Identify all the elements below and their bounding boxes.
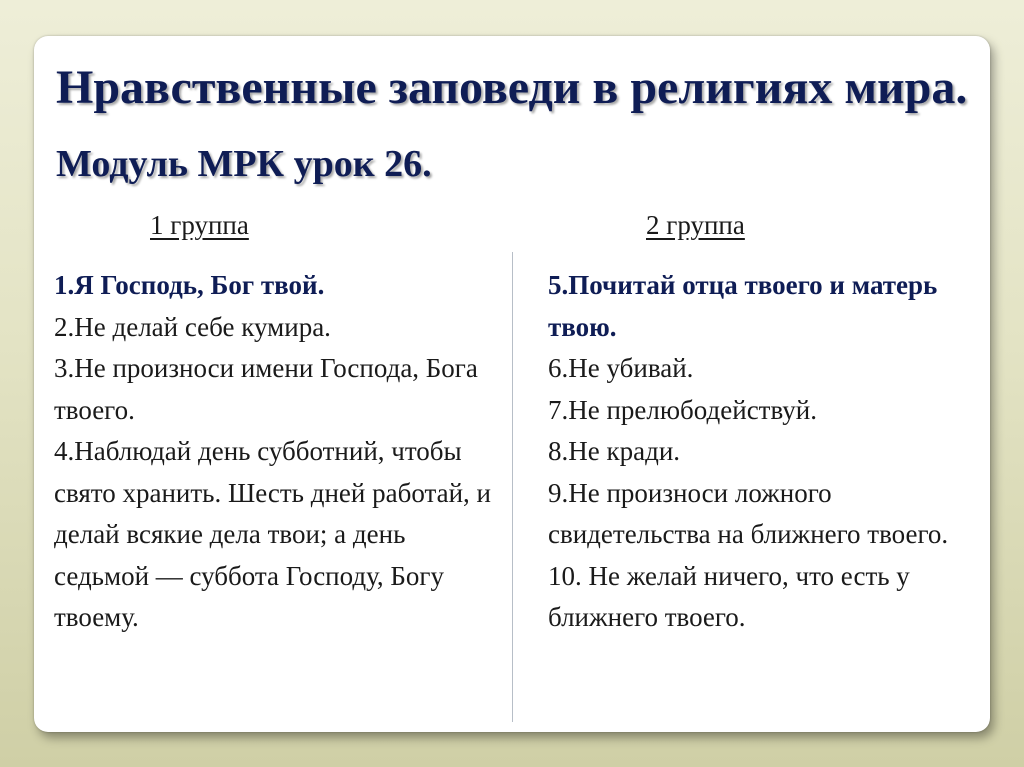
- commandment-7: 7.Не прелюбодействуй.: [548, 394, 817, 425]
- group-2-commandments: [548, 265, 968, 639]
- commandment-1: 1.Я Господь, Бог твой.: [54, 270, 325, 300]
- commandment-8: 8.Не кради.: [548, 436, 681, 466]
- commandment-9: 9.Не произноси ложного свидетельства на ближнего твоего.: [548, 477, 949, 549]
- commandment-10: 10. Не желай ничего, что есть у ближнего твоего.: [548, 560, 910, 632]
- column-divider: [512, 252, 513, 722]
- group-1-heading: 1 группа: [150, 210, 249, 240]
- group-1-commandments: [54, 265, 494, 639]
- slide-title: [56, 52, 976, 201]
- commandment-6: 6.Не убивай.: [548, 353, 694, 383]
- title-subtitle: Модуль МРК урок 26.: [56, 143, 432, 185]
- commandment-5: 5.Почитай отца твоего и матерь твою.: [548, 270, 938, 342]
- commandment-2: 2.Не делай себе кумира.: [54, 311, 331, 342]
- group-2-heading: 2 группа: [646, 210, 745, 240]
- title-main: Нравственные заповеди в религиях мира.: [56, 61, 968, 114]
- commandment-4: 4.Наблюдай день субботний, чтобы свято хранить. Шесть дней работай, и делай всякие дела твои; а день седьмой — суббота Господу, Богу твоему.: [54, 436, 491, 632]
- commandment-3: 3.Не произноси имени Господа, Бога твоего.: [54, 353, 478, 425]
